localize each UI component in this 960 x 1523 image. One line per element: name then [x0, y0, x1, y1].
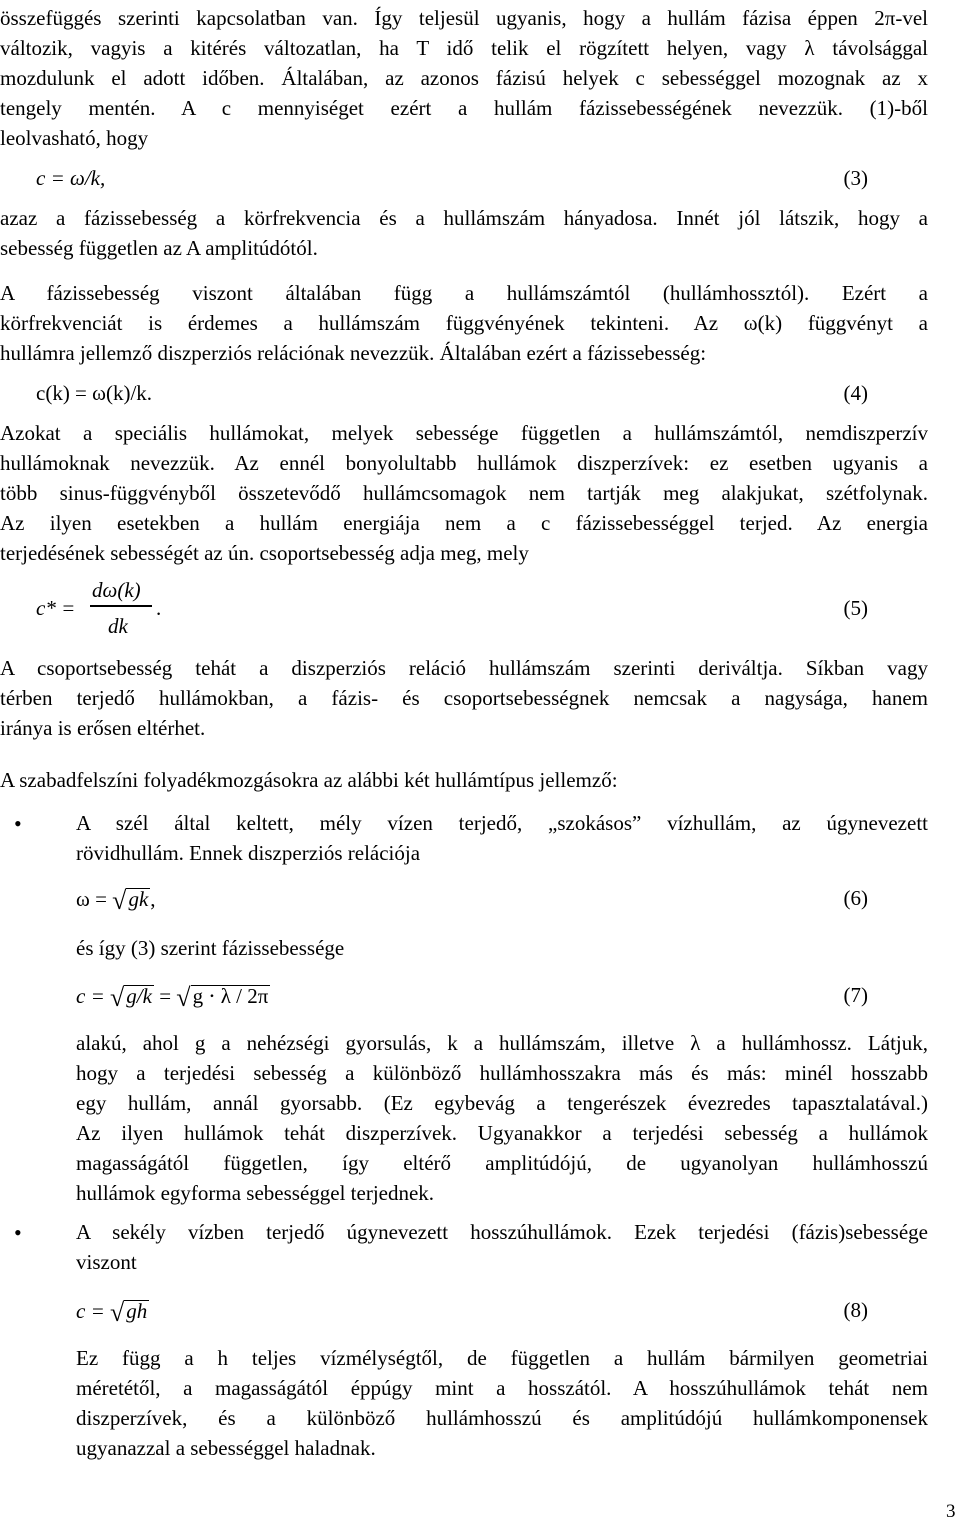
equation-7-lhs: c = [76, 984, 105, 1008]
bullet-icon: • [14, 811, 22, 836]
text-line: A szabadfelszíni folyadékmozgásokra az alábbi két hullámtípus jellemző: [0, 768, 618, 792]
text-line: több sinus-függvényből összetevődő hullámcsomagok nem tartják meg alakjukat, szétfolynak. [0, 481, 928, 505]
equation-6-lhs: ω = [76, 887, 107, 911]
text-line: sebesség független az A amplitúdótól. [0, 236, 318, 260]
equation-number: (6) [843, 886, 868, 910]
equation-5-denominator: dk [108, 614, 128, 638]
equation-8-radicand: gh [126, 1299, 148, 1323]
text-line: körfrekvenciát is érdemes a hullámszám függvényének tekinteni. Az ω(k) függvényt a [0, 311, 928, 335]
equation-6 [76, 888, 156, 914]
equation-5-period: . [156, 596, 162, 620]
text-line: A fázissebesség viszont általában függ a hullámszámtól (hullámhossztól). Ezért a [0, 281, 928, 305]
text-line: iránya is erősen eltérhet. [0, 716, 206, 740]
equation-6-comma: , [150, 887, 156, 911]
equation-7 [76, 985, 270, 1011]
equation-number: (8) [843, 1298, 868, 1322]
text-line: A sekély vízben terjedő úgynevezett hosszúhullámok. Ezek terjedési (fázis)sebessége [76, 1220, 928, 1244]
text-line: hogy a terjedési sebesség a különböző hullámhosszakra más és más: minél hosszabb [76, 1061, 928, 1085]
text-line: Azokat a speciális hullámokat, melyek sebessége független a hullámszámtól, nemdiszperzív [0, 421, 928, 445]
text-line: ugyanazzal a sebességgel haladnak. [76, 1436, 376, 1460]
text-line: Ez függ a h teljes vízmélységtől, de független a hullám bármilyen geometriai [76, 1346, 928, 1370]
sqrt-icon: √ [176, 983, 191, 1012]
sqrt-icon: √ [110, 1298, 125, 1327]
equation-4: c(k) = ω(k)/k. [36, 381, 153, 405]
equation-number: (4) [843, 381, 868, 405]
text-line: diszperzívek, és a különböző hullámhosszú és amplitúdójú hullámkomponensek [76, 1406, 928, 1430]
text-line: hullámoknak nevezzük. Az ennél bonyolultabb hullámok diszperzívek: ez esetben ugyanis a [0, 451, 928, 475]
page-number: 3 [946, 1501, 956, 1522]
equation-5-numerator: dω(k) [92, 578, 141, 602]
text-line: A szél által keltett, mély vízen terjedő, „szokásos” vízhullám, az úgynevezett [76, 811, 928, 835]
sqrt-icon: √ [110, 983, 125, 1012]
text-line: Az ilyen hullámok tehát diszperzívek. Ugyanakkor a terjedési sebesség a hullámok [76, 1121, 928, 1145]
sqrt-icon: √ [112, 886, 127, 915]
text-line: változik, vagyis a kitérés változatlan, ha T idő telik el rögzített helyen, vagy λ távolsággal [0, 36, 928, 60]
text-line: összefüggés szerinti kapcsolatban van. Így teljesül ugyanis, hogy a hullám fázisa éppen 2π-vel [0, 6, 928, 30]
equation-7-equals: = [159, 984, 172, 1008]
equation-8 [76, 1300, 149, 1326]
equation-5-lhs: c* = [36, 596, 76, 620]
text-line: viszont [76, 1250, 137, 1274]
text-line: tengely mentén. A c mennyiséget ezért a hullám fázissebességének nevezzük. (1)-ből [0, 96, 928, 120]
equation-3: c = ω/k, [36, 166, 106, 190]
text-line: rövidhullám. Ennek diszperziós relációja [76, 841, 421, 865]
text-line: leolvasható, hogy [0, 126, 149, 150]
equation-8-lhs: c = [76, 1299, 105, 1323]
text-line: hullámok egyforma sebességgel terjednek. [76, 1181, 435, 1205]
text-line: mozdulunk el adott időben. Általában, az azonos fázisú helyek c sebességgel mozognak az x [0, 66, 928, 90]
text-line: terjedésének sebességét az ún. csoportsebesség adja meg, mely [0, 541, 529, 565]
text-line: egy hullám, annál gyorsabb. (Ez egybevág a tengerészek évezredes tapasztalatával.) [76, 1091, 928, 1115]
equation-7-radicand-2: g ⋅ λ / 2π [192, 984, 269, 1008]
equation-number: (5) [843, 596, 868, 620]
text-line: alakú, ahol g a nehézségi gyorsulás, k a hullámszám, illetve λ a hullámhossz. Látjuk, [76, 1031, 928, 1055]
text-line: méretétől, a magasságától éppúgy mint a hosszától. A hosszúhullámok tehát nem [76, 1376, 928, 1400]
fraction-bar [90, 605, 152, 607]
bullet-icon: • [14, 1220, 22, 1245]
text-line: A csoportsebesség tehát a diszperziós reláció hullámszám szerinti deriváltja. Síkban vagy [0, 656, 928, 680]
equation-6-radicand: gk [128, 887, 149, 911]
text-line: Az ilyen esetekben a hullám energiája nem a c fázissebességgel terjed. Az energia [0, 511, 928, 535]
equation-number: (7) [843, 983, 868, 1007]
equation-number: (3) [843, 166, 868, 190]
text-line: térben terjedő hullámokban, a fázis- és csoportsebességnek nemcsak a nagysága, hanem [0, 686, 928, 710]
text-line: és így (3) szerint fázissebessége [76, 936, 345, 960]
text-line: hullámra jellemző diszperziós relációnak nevezzük. Általában ezért a fázissebesség: [0, 341, 707, 365]
text-line: magasságától független, így eltérő amplitúdójú, de ugyanolyan hullámhosszú [76, 1151, 928, 1175]
equation-7-radicand-1: g/k [126, 984, 152, 1008]
text-line: azaz a fázissebesség a körfrekvencia és a hullámszám hányadosa. Innét jól látszik, hogy a [0, 206, 928, 230]
